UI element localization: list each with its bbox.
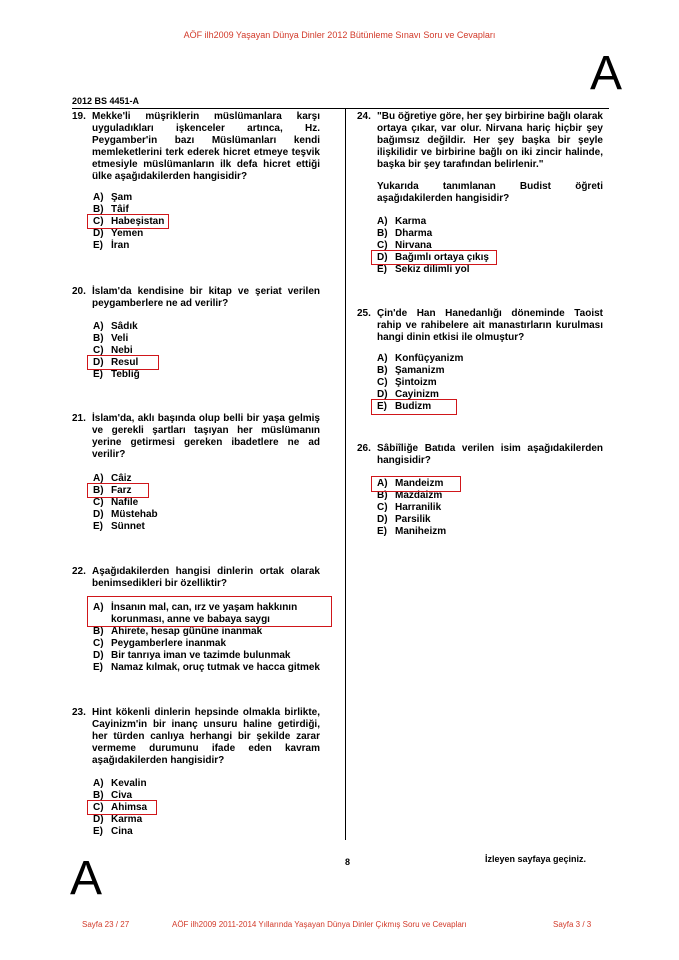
answer-highlight-box [371,250,497,265]
question-number: 23. [72,707,86,718]
question-quote: "Bu öğretiye göre, her şey birbirine bağlı olarak ortaya çıkar, var olur. Nirvana hariç hiçbir şey bağımsız değildir. Her şey başka bir şeyle ilişkilidir ve birbirine bağlı on iki zincir halinde, başka bir şey tarafından belirlenir." [377,111,603,170]
next-page-note: İzleyen sayfaya geçiniz. [485,854,587,864]
question-20 [72,286,320,310]
question-24 [357,111,603,205]
option: C) Nafile [93,497,139,508]
option: D) Bağımlı ortaya çıkış [377,252,489,263]
answer-highlight-box [87,355,159,370]
booklet-letter-top: A [590,47,623,100]
question-number: 24. [357,111,371,122]
question-number: 25. [357,308,371,319]
option: C) Şintoizm [377,377,437,388]
answer-highlight-box [371,476,461,492]
question-25 [357,308,603,344]
question-text: İslam'da kendisine bir kitap ve şeriat verilen peygamberlere ne ad verilir? [92,286,320,309]
question-number: 26. [357,443,371,454]
question-21 [72,413,320,461]
option: E) Cina [93,826,133,837]
option: E) Tebliğ [93,369,140,380]
option: E) Sünnet [93,521,145,532]
option: A) Kevalin [93,778,147,789]
options-21 [93,473,323,533]
question-text: Aşağıdakilerden hangisi dinlerin ortak olarak benimsedikleri bir özelliktir? [92,566,320,589]
question-number: 20. [72,286,86,297]
question-26 [357,443,603,467]
column-divider [345,108,346,840]
question-text: Sâbiîliğe Batıda verilen isim aşağıdakilerden hangisidir? [377,443,603,466]
option: C) Habeşistan [93,216,165,227]
option: D) Müstehab [93,509,158,520]
question-number: 22. [72,566,86,577]
option: E) Namaz kılmak, oruç tutmak ve hacca gitmek [93,662,320,673]
answer-highlight-box [371,399,457,415]
option: E) Budizm [377,401,432,412]
footer-right-page-count: Sayfa 3 / 3 [553,920,592,929]
footer-title: AÖF ilh2009 2011-2014 Yıllarında Yaşayan Dünya Dinler Çıkmış Soru ve Cevapları [172,920,467,929]
option: C) Harranilik [377,502,442,513]
option: A) Mandeizm [377,478,444,489]
question-text: Hint kökenli dinlerin hepsinde olmakla birlikte, Cayinizm'in bir inanç unsuru haline getirdiği, her türden canlıya herhangi bir şekilde zarar vermeme durumunu ifade eden kavram aşağıdakilerden hangisidir? [92,707,320,766]
option: B) Şamanizm [377,365,445,376]
answer-highlight-box [87,483,149,498]
option: C) Nirvana [377,240,432,251]
document-header: AÖF ilh2009 Yaşayan Dünya Dinler 2012 Bütünleme Sınavı Soru ve Cevapları [183,30,496,40]
option: D) Resul [93,357,139,368]
answer-highlight-box [87,800,157,815]
question-text: Yukarıda tanımlanan Budist öğreti aşağıdakilerden hangisidir? [377,181,603,204]
option: E) Maniheizm [377,526,447,537]
option: B) Farz [93,485,132,496]
question-23 [72,707,320,767]
option: D) Bir tanrıya iman ve tazimde bulunmak [93,650,291,661]
option: B) Veli [93,333,129,344]
option: D) Yemen [93,228,144,239]
footer-left-page-count: Sayfa 23 / 27 [82,920,130,929]
option: C) Peygamberlere inanmak [93,638,227,649]
option: A) Şam [93,192,133,203]
options-24 [377,216,603,276]
option: A) Konfüçyanizm [377,353,464,364]
option: B) Civa [93,790,133,801]
option: E) İran [93,240,130,251]
question-19 [72,111,320,183]
option: B) Ahirete, hesap gününe inanmak [93,626,263,637]
exam-code: 2012 BS 4451-A [72,96,140,106]
option: B) Mazdaizm [377,490,443,501]
question-text: İslam'da, aklı başında olup belli bir yaşa gelmiş ve gerekli şartları taşıyan her müslümanın yerine getirmesi gereken ibadetlere ne ad verilir? [92,413,320,460]
header-divider [72,108,609,109]
option: D) Cayinizm [377,389,439,400]
question-text: Mekke'li müşriklerin müslümanlara karşı uyguladıkları işkenceler artınca, Hz. Peygamber'in bazı Müslümanları kendi memleketlerini terk ederek hicret etmeye teşvik etmesiyle müslümanların ilk defa hicret ettiği ülke aşağıdakilerden hangisidir? [92,111,320,182]
question-number: 19. [72,111,86,122]
option: A) Karma [377,216,427,227]
answer-highlight-box [87,596,332,627]
option: A) Câiz [93,473,132,484]
answer-highlight-box [87,214,169,229]
option: D) Parsilik [377,514,431,525]
options-20 [93,321,323,381]
option: D) Karma [93,814,143,825]
option: B) Dharma [377,228,433,239]
option: A) Sâdık [93,321,138,332]
booklet-letter-bottom: A [70,852,103,905]
option: A) İnsanın mal, can, ırz ve yaşam hakkının korunması, anne ve babaya saygı [93,602,298,625]
question-number: 21. [72,413,86,424]
question-text: Çin'de Han Hanedanlığı döneminde Taoist rahip ve rahibelere ait manastırların kurulması hangi dinin etkisi ile olmuştur? [377,308,603,343]
option: B) Tâif [93,204,129,215]
option: C) Nebi [93,345,133,356]
question-22 [72,566,320,590]
option: C) Ahimsa [93,802,148,813]
option: E) Sekiz dilimli yol [377,264,470,275]
page-number: 8 [345,857,351,867]
